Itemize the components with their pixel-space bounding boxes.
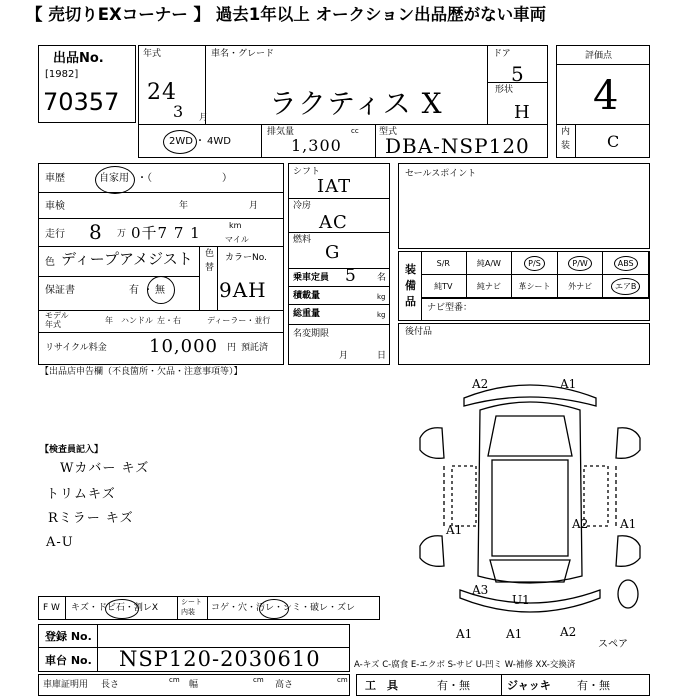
tools-label: 工 具 bbox=[365, 679, 398, 692]
spare-label: スペア bbox=[598, 639, 628, 650]
tools-v bbox=[501, 675, 502, 695]
equip-label2: 備 bbox=[405, 279, 416, 292]
color-change2: 替 bbox=[205, 263, 215, 273]
specs-h3 bbox=[289, 268, 389, 269]
interior-label2: 装 bbox=[561, 141, 571, 151]
equipment-item: S/R bbox=[436, 258, 450, 268]
equipment-item: 外ナビ bbox=[568, 281, 593, 291]
post-install-box bbox=[398, 323, 650, 365]
load-label: 積載量 bbox=[293, 291, 321, 301]
drive-2wd: 2WD bbox=[169, 136, 193, 147]
score-box bbox=[556, 45, 650, 158]
fw-v3 bbox=[207, 597, 208, 619]
history-h5 bbox=[39, 310, 283, 311]
equipment-cell bbox=[467, 275, 513, 298]
history-h6 bbox=[39, 332, 283, 333]
ac-value: AC bbox=[319, 212, 348, 233]
inspection-month: 月 bbox=[249, 201, 259, 211]
cert-label: 車庫証明用 bbox=[43, 680, 89, 690]
history-rest: ・（ ） bbox=[137, 173, 232, 184]
equip-h-navi bbox=[421, 298, 649, 299]
post-install-label: 後付品 bbox=[405, 327, 433, 337]
seller-notes-label: 【出品店申告欄（不良箇所・欠品・注意事項等）】 bbox=[40, 367, 243, 377]
fw-box bbox=[38, 596, 380, 620]
cm-2: cm bbox=[253, 676, 264, 684]
history-label: 車歴 bbox=[45, 173, 65, 184]
equipment-item: P/W bbox=[568, 256, 591, 271]
tools-opts: 有・無 bbox=[437, 679, 470, 692]
capacity-label: 乗車定員 bbox=[293, 273, 330, 283]
score-label: 評価点 bbox=[585, 51, 613, 61]
year-value: 24 bbox=[147, 80, 177, 105]
equipment-item: 純TV bbox=[434, 281, 453, 291]
seat-label1: シート bbox=[181, 598, 202, 606]
history-h4 bbox=[39, 276, 199, 277]
seat-circle bbox=[259, 599, 289, 619]
fw-circle bbox=[105, 599, 139, 619]
warranty-no: 無 bbox=[155, 285, 165, 296]
wheel-fl bbox=[420, 428, 444, 459]
shift-label: シフト bbox=[293, 167, 321, 177]
mileage-man: 8 bbox=[89, 220, 103, 244]
capacity-value: 5 bbox=[345, 266, 357, 286]
equipment-cell bbox=[603, 252, 649, 275]
reg-change-month: 月 bbox=[339, 351, 349, 361]
reg-change-day: 日 bbox=[377, 351, 387, 361]
mileage-label: 走行 bbox=[45, 229, 65, 240]
wheel-fr bbox=[616, 428, 640, 459]
jack-opts: 有・無 bbox=[577, 679, 610, 692]
displacement-unit: cc bbox=[351, 127, 359, 135]
chassis-value: NSP120-2030610 bbox=[119, 647, 321, 671]
side-panels bbox=[444, 466, 616, 526]
mileage-mile: マイル bbox=[225, 235, 249, 244]
lot-label: 出品No. bbox=[53, 51, 104, 66]
equipment-item: 純ナビ bbox=[476, 281, 501, 291]
equipment-cell bbox=[558, 252, 604, 275]
windshield bbox=[488, 416, 572, 456]
warranty-label: 保証書 bbox=[45, 285, 75, 296]
mileage-km: km bbox=[229, 221, 242, 230]
shift-value: IAT bbox=[317, 176, 352, 197]
color-label: 色 bbox=[45, 257, 55, 268]
model-year-label2: 年式 bbox=[45, 320, 61, 329]
handle-label: ハンドル bbox=[121, 316, 153, 325]
score-hdiv2 bbox=[557, 124, 649, 125]
wheel-rl bbox=[420, 536, 444, 567]
equipment-item: 革シート bbox=[518, 281, 551, 291]
specs-h2 bbox=[289, 232, 389, 233]
interior-label1: 内 bbox=[561, 127, 571, 137]
inspector-line-2: トリムキズ bbox=[46, 487, 116, 502]
load-unit: kg bbox=[377, 293, 386, 301]
legend: A-キズ C-腐食 E-エクボ S-サビ U-凹ミ W-補修 XX-交換済 bbox=[354, 660, 576, 670]
spare-tire bbox=[618, 580, 638, 608]
lot-number: 70357 bbox=[43, 88, 120, 116]
weight-label: 総重量 bbox=[293, 309, 321, 319]
mark-front-left: A2 bbox=[472, 377, 489, 391]
page-title: 【 売切りEXコーナー 】 過去1年以上 オークション出品歴がない車両 bbox=[26, 5, 547, 24]
mark-rear-left: A3 bbox=[472, 583, 489, 597]
bottom-box bbox=[38, 674, 350, 696]
weight-unit: kg bbox=[377, 311, 386, 319]
inspection-year: 年 bbox=[179, 201, 189, 211]
specs-h1 bbox=[289, 198, 389, 199]
recycle-unit: 円 bbox=[227, 343, 237, 353]
score-hdiv1 bbox=[557, 64, 649, 65]
registration-box bbox=[38, 624, 350, 672]
drive-4wd: 4WD bbox=[207, 136, 231, 147]
inspector-line-1: Wカバー キズ bbox=[60, 461, 150, 476]
inspector-label: 【検査員記入】 bbox=[40, 445, 104, 455]
lot-box bbox=[38, 45, 136, 123]
warranty-sep: ・ bbox=[143, 285, 153, 296]
mark-right-2: A1 bbox=[620, 517, 637, 531]
interior-value: C bbox=[607, 132, 621, 151]
color-change1: 色 bbox=[205, 249, 215, 259]
mark-bottom-right: A2 bbox=[560, 625, 577, 639]
year-label: 年式 bbox=[143, 49, 162, 59]
equipment-cell bbox=[603, 275, 649, 298]
vehicle-box bbox=[138, 45, 548, 158]
seat-label2: 内装 bbox=[181, 608, 195, 616]
vehicle-vdiv2 bbox=[487, 46, 488, 124]
equipment-cell bbox=[467, 252, 513, 275]
mark-rear-center: U1 bbox=[512, 593, 530, 607]
color-no-label: カラーNo. bbox=[225, 253, 267, 263]
equipment-cell bbox=[421, 275, 467, 298]
history-h1 bbox=[39, 192, 283, 193]
seat-items: コゲ・穴・汚レ・シミ・破レ・ズレ bbox=[211, 603, 356, 613]
recycle-value: 10,000 bbox=[149, 336, 218, 357]
name-label: 車名・グレード bbox=[211, 49, 275, 59]
equipment-cell bbox=[512, 252, 558, 275]
shape-label: 形状 bbox=[495, 85, 514, 95]
capacity-unit: 名 bbox=[377, 273, 387, 283]
recycle-label: リサイクル料金 bbox=[45, 343, 107, 353]
equipment-box bbox=[398, 251, 650, 321]
displacement-label: 排気量 bbox=[267, 127, 295, 137]
history-h2 bbox=[39, 218, 283, 219]
score-vdiv bbox=[575, 124, 576, 158]
color-no-value: 9AH bbox=[219, 278, 267, 302]
width-label: 幅 bbox=[189, 680, 199, 690]
mark-right: A2 bbox=[572, 517, 589, 531]
drive-circle bbox=[163, 130, 197, 154]
height-label: 高さ bbox=[275, 680, 294, 690]
equipment-cell bbox=[421, 252, 467, 275]
vehicle-hdiv bbox=[139, 124, 547, 125]
roof bbox=[492, 460, 568, 556]
tools-box bbox=[356, 674, 650, 696]
equip-label1: 装 bbox=[405, 263, 416, 276]
fw-v1 bbox=[65, 597, 66, 619]
vehicle-vdiv4 bbox=[375, 124, 376, 158]
fw-label: F W bbox=[43, 603, 60, 613]
mark-bottom-center: A1 bbox=[506, 627, 523, 641]
ac-label: 冷房 bbox=[293, 201, 312, 211]
vehicle-hdiv-door bbox=[487, 82, 547, 83]
specs-h4 bbox=[289, 286, 389, 287]
door-value: 5 bbox=[511, 62, 525, 86]
month-value: 3 bbox=[173, 102, 185, 121]
mark-bottom-left: A1 bbox=[456, 627, 473, 641]
equipment-item: ABS bbox=[614, 256, 638, 271]
model-label: 型式 bbox=[379, 127, 398, 137]
name-value: ラクティス X bbox=[269, 87, 443, 120]
rear-window bbox=[490, 560, 570, 582]
equipment-item: エアB bbox=[611, 278, 641, 295]
equipment-grid bbox=[421, 252, 649, 298]
model-value: DBA-NSP120 bbox=[385, 134, 530, 158]
shape-value: H bbox=[514, 102, 531, 123]
vehicle-vdiv3 bbox=[261, 124, 262, 158]
sales-point-box bbox=[398, 163, 650, 249]
recycle-note: 預託済 bbox=[241, 343, 269, 353]
model-year-label1: モデル bbox=[45, 311, 69, 320]
fw-items: キズ・ドビ石・割レX bbox=[71, 603, 158, 613]
wheel-rr bbox=[616, 536, 640, 567]
sales-point-label: セールスポイント bbox=[405, 169, 477, 179]
model-year-unit: 年 bbox=[105, 316, 113, 325]
history-value: 自家用 bbox=[99, 173, 129, 184]
drive-sep: ・ bbox=[195, 136, 205, 147]
cm-1: cm bbox=[169, 676, 180, 684]
fuel-value: G bbox=[325, 242, 341, 263]
equipment-item: 純A/W bbox=[476, 258, 501, 268]
long-label: 長さ bbox=[101, 680, 120, 690]
chassis-label: 車台 No. bbox=[45, 654, 92, 667]
specs-box bbox=[288, 163, 390, 365]
history-v1 bbox=[199, 246, 200, 310]
history-v2 bbox=[217, 246, 218, 310]
inspector-line-4: A-U bbox=[46, 535, 74, 550]
equip-label3: 品 bbox=[405, 295, 416, 308]
handle-options: 左・右 bbox=[157, 316, 181, 325]
equipment-item: P/S bbox=[524, 256, 545, 271]
left-door-area bbox=[452, 466, 476, 526]
lot-sub: [1982] bbox=[45, 69, 79, 80]
history-circle bbox=[95, 166, 135, 194]
mark-left: A1 bbox=[446, 523, 463, 537]
jack-label: ジャッキ bbox=[507, 679, 551, 692]
reg-label: 登録 No. bbox=[45, 630, 92, 643]
warranty-yes: 有 bbox=[129, 285, 139, 296]
cm-3: cm bbox=[337, 676, 348, 684]
score-value: 4 bbox=[593, 73, 620, 119]
vehicle-vdiv1 bbox=[205, 46, 206, 124]
fw-v2 bbox=[177, 597, 178, 619]
mark-front-right: A1 bbox=[560, 377, 577, 391]
specs-h6 bbox=[289, 324, 389, 325]
fuel-label: 燃料 bbox=[293, 235, 312, 245]
history-h3 bbox=[39, 246, 283, 247]
history-box bbox=[38, 163, 284, 365]
navi-label: ナビ型番： bbox=[427, 303, 473, 313]
color-value: ディープアメジスト bbox=[61, 250, 193, 268]
mileage-rest: 0千7 7 1 bbox=[131, 224, 201, 242]
damage-diagram bbox=[400, 376, 660, 642]
equipment-cell bbox=[512, 275, 558, 298]
reg-change-label: 名変期限 bbox=[293, 329, 330, 339]
specs-h5 bbox=[289, 304, 389, 305]
equipment-cell bbox=[558, 275, 604, 298]
reg-v bbox=[97, 625, 98, 671]
inspector-line-3: Rミラー キズ bbox=[48, 511, 134, 526]
inspection-label: 車検 bbox=[45, 201, 65, 212]
door-label: ドア bbox=[493, 49, 511, 59]
dealer-label: ディーラー・並行 bbox=[207, 316, 271, 325]
month-unit: 月 bbox=[199, 113, 209, 123]
mileage-man-unit: 万 bbox=[117, 229, 127, 239]
displacement-value: 1,300 bbox=[291, 136, 342, 155]
warranty-circle bbox=[147, 276, 175, 304]
